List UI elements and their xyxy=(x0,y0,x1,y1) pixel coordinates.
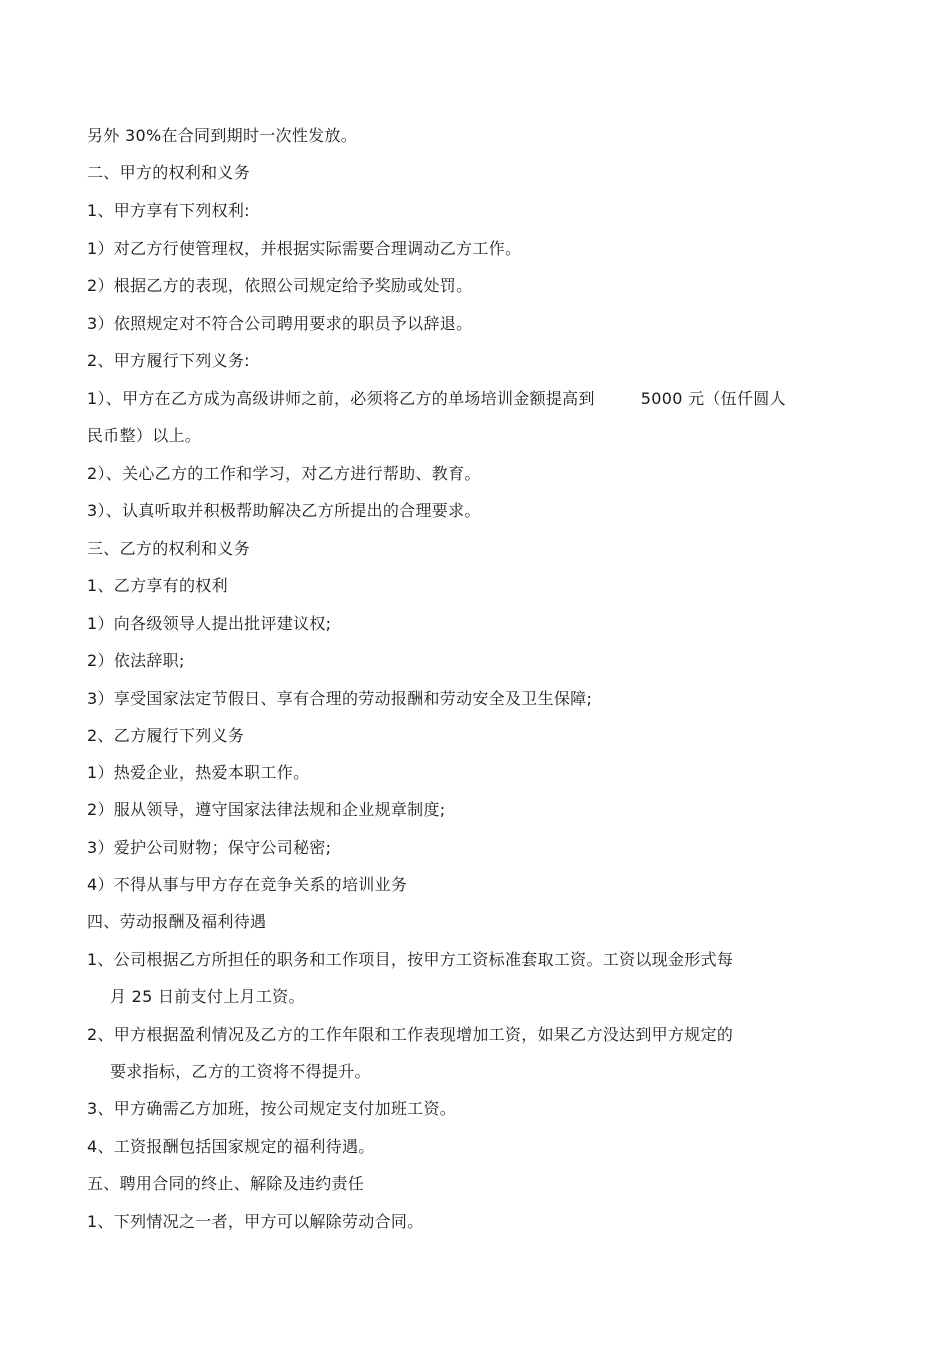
text-line: 1、公司根据乙方所担任的职务和工作项目，按甲方工资标准套取工资。工资以现金形式每 xyxy=(87,950,734,969)
section-heading: 二、甲方的权利和义务 xyxy=(87,163,251,182)
text-line: 2、甲方根据盈利情况及乙方的工作年限和工作表现增加工资，如果乙方没达到甲方规定的 xyxy=(87,1025,734,1044)
section-heading: 三、乙方的权利和义务 xyxy=(87,539,251,558)
text-line: 2）依法辞职; xyxy=(87,651,185,670)
text-line: 3）依照规定对不符合公司聘用要求的职员予以辞退。 xyxy=(87,314,473,333)
section-heading: 四、劳动报酬及福利待遇 xyxy=(87,912,267,931)
text-line: 3）、认真听取并积极帮助解决乙方所提出的合理要求。 xyxy=(87,501,481,520)
clause-heading: 2、乙方履行下列义务 xyxy=(87,726,245,745)
text-line: 1）热爱企业，热爱本职工作。 xyxy=(87,763,310,782)
text-line: 3）爱护公司财物；保守公司秘密; xyxy=(87,838,332,857)
text-line: 1、下列情况之一者，甲方可以解除劳动合同。 xyxy=(87,1212,424,1231)
clause-heading: 1、乙方享有的权利 xyxy=(87,576,228,595)
text-segment: 5000 元（伍仟圆人 xyxy=(640,389,786,408)
section-heading: 五、聘用合同的终止、解除及违约责任 xyxy=(87,1174,365,1193)
text-line: 3、甲方确需乙方加班，按公司规定支付加班工资。 xyxy=(87,1099,457,1118)
text-segment: 1）、甲方在乙方成为高级讲师之前，必须将乙方的单场培训金额提高到 xyxy=(87,389,595,408)
text-line: 2）、关心乙方的工作和学习，对乙方进行帮助、教育。 xyxy=(87,464,481,483)
text-line: 民币整）以上。 xyxy=(87,426,202,445)
clause-heading: 1、甲方享有下列权利: xyxy=(87,201,250,220)
text-line: 2）根据乙方的表现，依照公司规定给予奖励或处罚。 xyxy=(87,276,473,295)
text-line: 月 25 日前支付上月工资。 xyxy=(110,987,305,1006)
text-line: 4）不得从事与甲方存在竞争关系的培训业务 xyxy=(87,875,408,894)
text-line: 1）向各级领导人提出批评建议权; xyxy=(87,614,332,633)
text-line: 要求指标，乙方的工资将不得提升。 xyxy=(110,1062,371,1081)
text-line xyxy=(87,389,786,409)
clause-heading: 2、甲方履行下列义务: xyxy=(87,351,250,370)
text-line: 4、工资报酬包括国家规定的福利待遇。 xyxy=(87,1137,375,1156)
text-line: 1）对乙方行使管理权，并根据实际需要合理调动乙方工作。 xyxy=(87,239,522,258)
text-line: 另外 30%在合同到期时一次性发放。 xyxy=(87,126,358,145)
text-line: 2）服从领导，遵守国家法律法规和企业规章制度; xyxy=(87,800,446,819)
text-line: 3）享受国家法定节假日、享有合理的劳动报酬和劳动安全及卫生保障; xyxy=(87,689,593,708)
